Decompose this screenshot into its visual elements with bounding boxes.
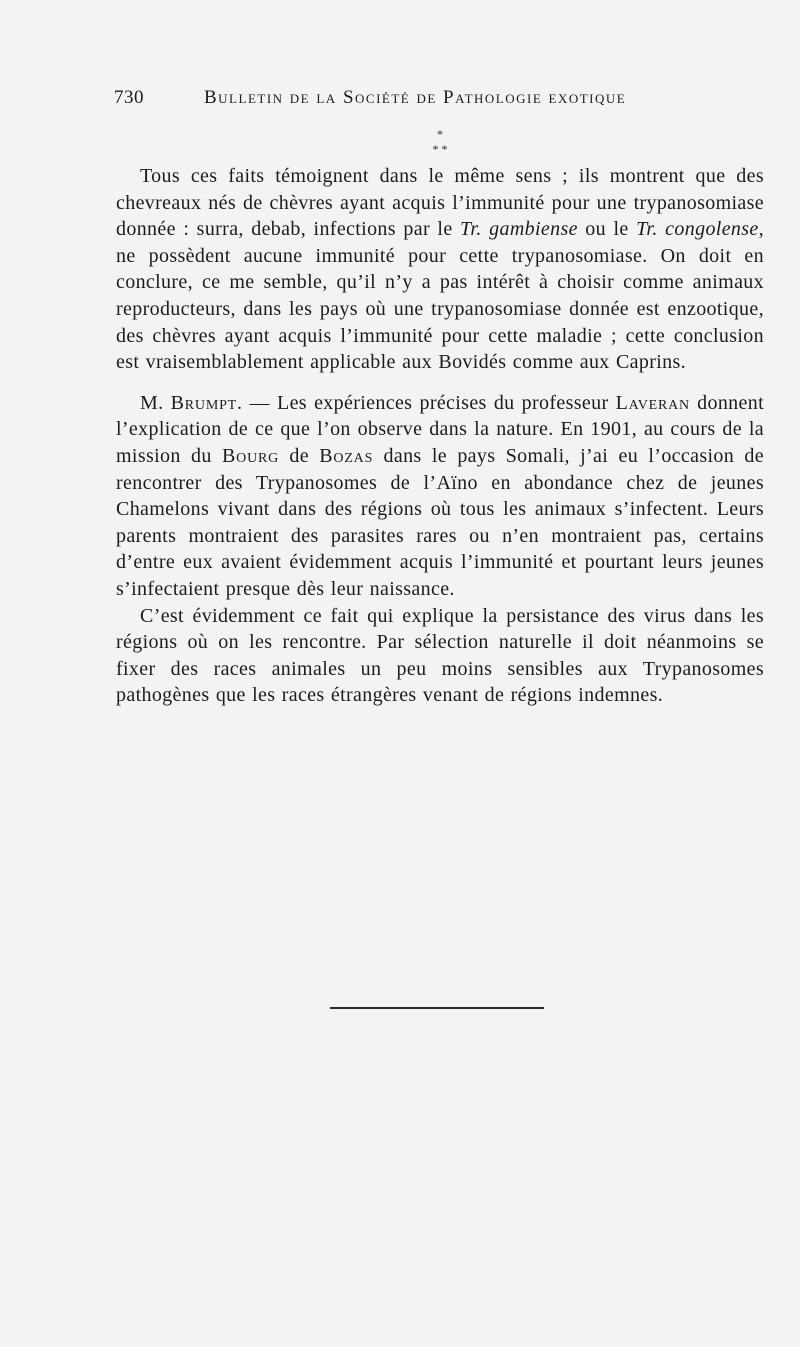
paragraph-text: dans le pays Somali, j’ai eu l’occasion de rencontrer des Trypanosomes de l’Aïno en abondance chez de jeunes Chamelons vivant dans des régions où tous les animaux s’infectent. Leurs parents montraient des parasites rares ou n’en montraient pas, certains d’entre eux avaient évidemment acquis l’immunité et pourtant leurs jeunes s’infectaient presque dès leur naissance. [116, 444, 764, 600]
page-number: 730 [114, 87, 144, 108]
paragraph-text: ou le [577, 218, 637, 241]
separator-star-bottom: * * [432, 142, 448, 156]
paragraph-text: , ne possèdent aucune immunité pour cette trypanosomiase. On doit en conclure, ce me semble, qu’il n’y a pas intérêt à choisir comme animaux reproducteurs, dans les pays où une trypanosomiase donnée est enzootique, des chèvres ayant acquis l’immunité pour cette maladie ; cette conclusion est vraisemblablement applicable aux Bovidés comme aux Caprins. [116, 218, 764, 374]
paragraph-text: C’est évidemment ce fait qui explique la persistance des virus dans les régions où on les rencontre. Par sélection naturelle il doit néanmoins se fixer des races animales un peu moins sensibles aux Trypanosomes pathogènes que les races étrangères venant de régions indemnes. [116, 604, 764, 707]
paragraph-text: donnent l’explication de ce que l’on observe dans la nature. En 1901, au cours de la mission du [116, 391, 764, 467]
separator-star-top: * [437, 127, 443, 141]
species-name: Tr. gambiense [460, 218, 578, 241]
paragraph-text: . — Les expériences précises du professeur [237, 391, 616, 414]
paragraph-text: de [279, 444, 320, 467]
running-title: Bulletin de la Société de Pathologie exotique [204, 87, 627, 108]
person-name: Bourg [222, 444, 280, 467]
paragraph-brumpt-remarks [116, 390, 764, 603]
author-name: Laveran [615, 391, 690, 414]
paragraph-text: M. [140, 391, 171, 414]
paragraph-immunity-conclusion [116, 163, 764, 376]
end-rule [330, 1007, 544, 1009]
paragraph-natural-selection [116, 603, 764, 709]
person-name: Bozas [319, 444, 374, 467]
species-name: Tr. congolense [636, 218, 759, 241]
section-separator [420, 128, 460, 164]
body-text [116, 163, 764, 709]
paragraph-text: Tous ces faits témoignent dans le même sens ; ils montrent que des chevreaux nés de chèvres ayant acquis l’immunité pour une trypanosomiase donnée : surra, debab, infections par le [116, 165, 764, 241]
author-name: Brumpt [170, 391, 238, 414]
